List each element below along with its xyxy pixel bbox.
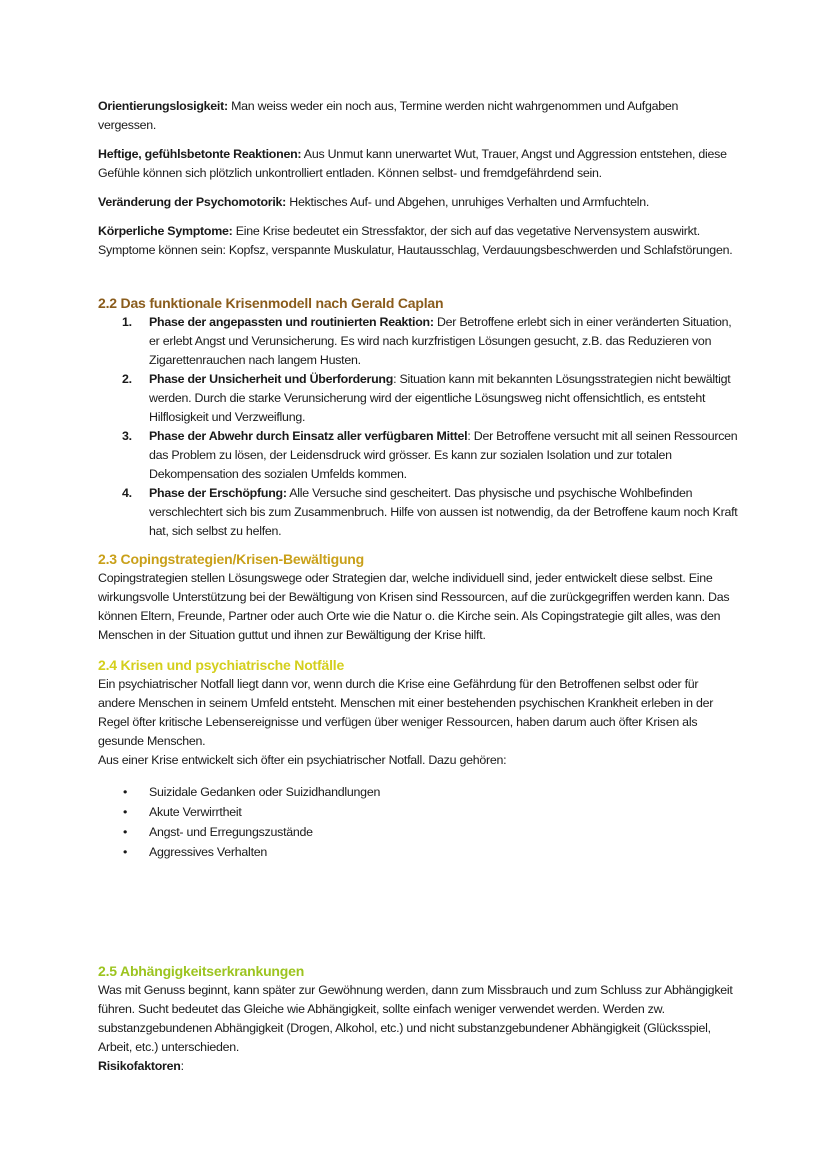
text: Der Betroffene erlebt sich in einer veränderten Situation, er erlebt Angst und Verunsicherung. Es wird nach kurzfristigen Lösungen gesucht, z.B. das Reduzieren von Zigarettenrauchen nach langem Husten. [149,315,732,367]
text: Hektisches Auf- und Abgehen, unruhiges Verhalten und Armfuchteln. [286,195,650,209]
term: Veränderung der Psychomotorik: [98,195,287,209]
section-heading: 2.3 Copingstrategien/Krisen-Bewältigung [98,551,365,567]
term: Phase der angepassten und routinierten Reaktion: [149,315,434,329]
term: Phase der Abwehr durch Einsatz aller verfügbaren Mittel [149,429,468,443]
bullet-icon: • [123,825,128,839]
section-text: Copingstrategien stellen Lösungswege oder Strategien dar, welche individuell sind, jeder entwickelt diese selbst. Eine wirkungsvolle Unterstützung bei der Bewältigung von Krisen sind Ressourcen, auf die zurückgegriffen werden kann. Das können Eltern, Freunde, Partner oder auch Orte wie die Natur o. die Kirche sein. Als Copingstrategie gilt alles, was den Menschen in der Situation guttut und ihnen zur Bewältigung der Krise hilft. [98,571,730,642]
text: Man weiss weder ein noch aus, Termine werden nicht wahrgenommen und Aufgaben vergessen. [98,99,679,132]
section-heading: 2.5 Abhängigkeitserkrankungen [98,963,305,979]
list-item [98,313,738,370]
text: Aus Unmut kann unerwartet Wut, Trauer, Angst und Aggression entstehen, diese Gefühle können sich plötzlich unkontrolliert entladen. Können selbst- und fremdgefährdend sein. [98,147,727,180]
list-item [98,370,738,427]
term: Körperliche Symptome: [98,224,233,238]
section-2-4 [98,656,738,862]
term: Orientierungslosigkeit: [98,99,228,113]
section-text: Ein psychiatrischer Notfall liegt dann vor, wenn durch die Krise eine Gefährdung für den Betroffenen selbst oder für andere Menschen in seinem Umfeld entsteht. Menschen mit einer bestehenden psychischen Krankheit erleben in der Regel öfter kritische Lebensereignisse und verfügen über weniger Ressourcen, haben darum auch öfter Krisen als gesunde Menschen. [98,677,714,748]
term: Phase der Unsicherheit und Überforderung [149,372,394,386]
bullet-icon: • [123,805,128,819]
list-item [98,484,738,541]
section-2-3 [98,550,738,645]
text: : Situation kann mit bekannten Lösungsstrategien nicht bewältigt werden. Durch die starke Verunsicherung wird der eigentliche Lösungsweg nicht offensichtlich, es entsteht Hilflosigkeit und Verzweiflung. [149,372,731,424]
text: Akute Verwirrtheit [149,805,242,819]
list-item [98,782,738,802]
section-heading: 2.2 Das funktionale Krisenmodell nach Gerald Caplan [98,295,444,311]
text: : [180,1059,184,1073]
list-item [98,842,738,862]
text: Angst- und Erregungszustände [149,825,313,839]
list-number: 1. [122,315,132,329]
paragraph-orientierungslosigkeit [98,97,738,135]
paragraph-symptome [98,222,738,260]
list-number: 4. [122,486,132,500]
text: Aggressives Verhalten [149,845,268,859]
section-heading: 2.4 Krisen und psychiatrische Notfälle [98,657,345,673]
intro-section [98,97,738,260]
section-text-2: Aus einer Krise entwickelt sich öfter ein psychiatrischer Notfall. Dazu gehören: [98,753,507,767]
text: Eine Krise bedeutet ein Stressfaktor, der sich auf das vegetative Nervensystem auswirkt. Symptome können sein: Kopfsz, verspannte Muskulatur, Hautausschlag, Verdauungsbeschwerden und Schlafstörungen. [98,224,733,257]
risk-factors-label [98,1057,738,1076]
term: Phase der Erschöpfung: [149,486,287,500]
list-number: 2. [122,372,132,386]
list-item [98,802,738,822]
text: Alle Versuche sind gescheitert. Das physische und psychische Wohlbefinden verschlechtert sich bis zum Zusammenbruch. Hilfe von aussen ist notwendig, da der Betroffene kaum noch Kraft hat, sich selbst zu helfen. [149,486,738,538]
section-2-5 [98,962,738,1076]
term: Risikofaktoren [98,1059,181,1073]
section-2-2 [98,294,738,541]
list-number: 3. [122,429,132,443]
list-item [98,427,738,484]
paragraph-reaktionen [98,145,738,183]
emergency-list [98,782,738,862]
paragraph-psychomotorik [98,193,738,212]
bullet-icon: • [123,845,128,859]
term: Heftige, gefühlsbetonte Reaktionen: [98,147,302,161]
list-item [98,822,738,842]
text: Suizidale Gedanken oder Suizidhandlungen [149,785,381,799]
bullet-icon: • [123,785,128,799]
section-text: Was mit Genuss beginnt, kann später zur Gewöhnung werden, dann zum Missbrauch und zum Schluss zur Abhängigkeit führen. Sucht bedeutet das Gleiche wie Abhängigkeit, sollte einfach weniger verwendet werden. Werden zw. substanzgebundenen Abhängigkeit (Drogen, Alkohol, etc.) und nicht substanzgebundener Abhängigkeit (Glücksspiel, Arbeit, etc.) unterschieden. [98,983,733,1054]
text: : Der Betroffene versucht mit all seinen Ressourcen das Problem zu lösen, der Leidensdruck wird grösser. Es kann zur sozialen Isolation und zur totalen Dekompensation des sozialen Umfelds kommen. [149,429,738,481]
phase-list [98,313,738,541]
